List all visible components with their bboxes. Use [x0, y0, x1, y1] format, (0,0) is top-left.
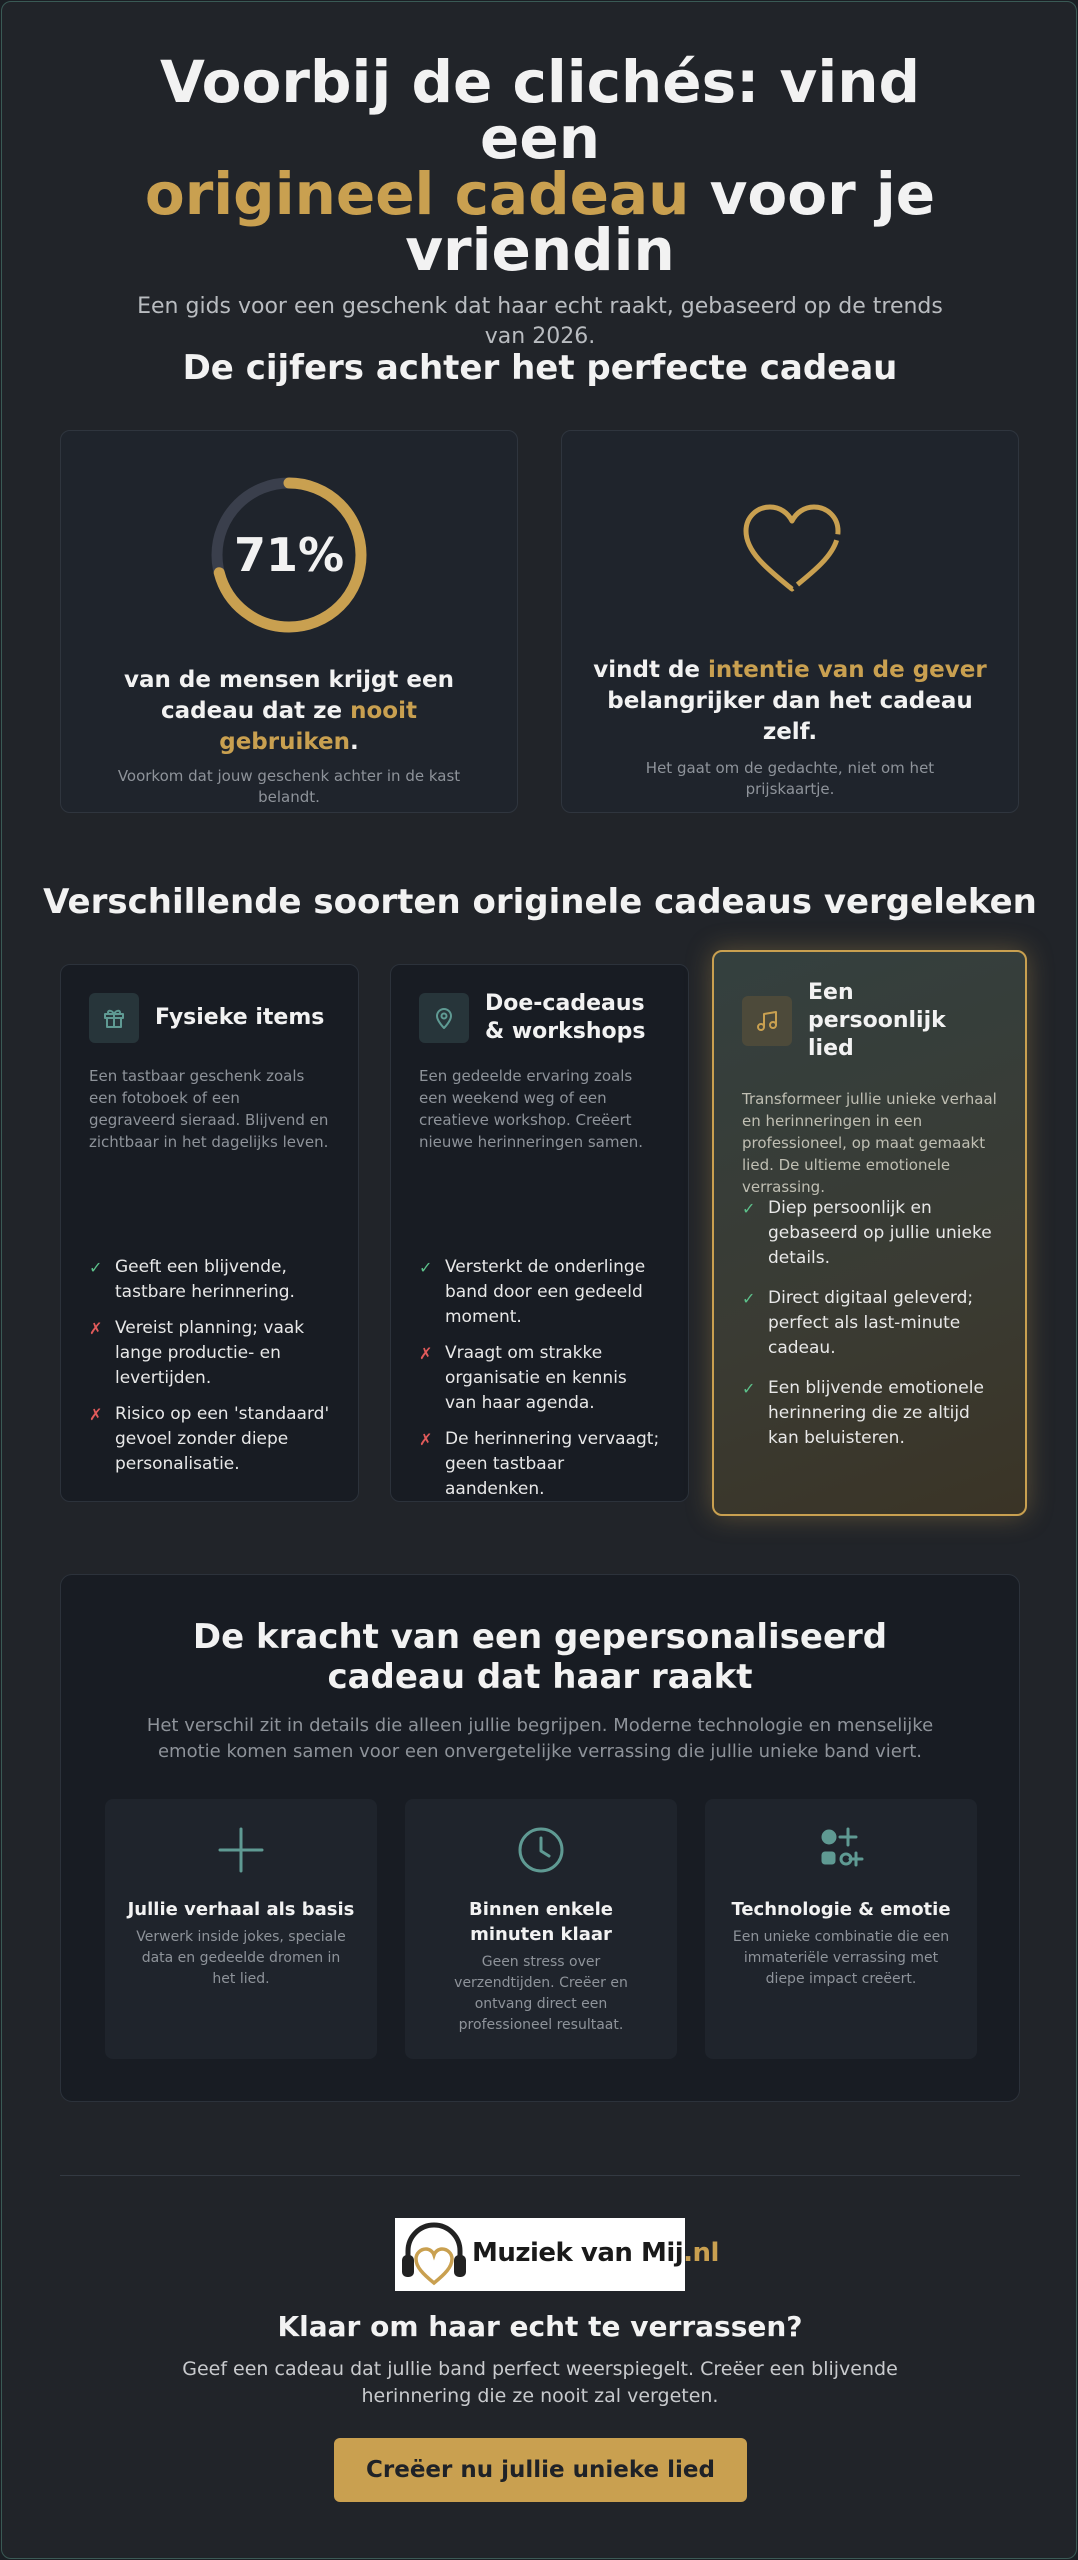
- stat-main-text: [590, 655, 990, 748]
- section-title: De kracht van een gepersonaliseerd cadeau dat haar raakt: [192, 1617, 888, 1697]
- pros-cons-list: [419, 1255, 660, 1502]
- stat-text-highlight: nooit gebruiken: [219, 698, 417, 755]
- card-title: Doe-cadeaus & workshops: [485, 991, 646, 1044]
- stat-text-highlight: intentie van de gever: [708, 657, 987, 683]
- title-part-2: voor je vriendin: [405, 160, 936, 284]
- card-header: [419, 991, 660, 1045]
- point-text: Geeft een blijvende, tastbare herinnering.: [115, 1257, 295, 1302]
- point-text: Direct digitaal geleverd; perfect als last-minute cadeau.: [768, 1288, 974, 1358]
- feature-card-fast: [405, 1799, 677, 2059]
- list-item: [89, 1402, 330, 1477]
- check-icon: ✓: [742, 1379, 756, 1398]
- cross-icon: ✗: [89, 1319, 103, 1338]
- feature-title: Binnen enkele minuten klaar: [469, 1899, 613, 1945]
- list-item: [742, 1376, 997, 1451]
- section-lead: Het verschil zit in details die alleen jullie begrijpen. Moderne technologie en menselijke emotie komen samen voor een onvergetelijke verrassing die jullie unieke band viert.: [146, 1715, 934, 1762]
- feature-card-technology: [705, 1799, 977, 2059]
- stat-percent: 71%: [233, 528, 345, 582]
- cross-icon: ✗: [419, 1430, 433, 1449]
- feature-title: Technologie & emotie: [731, 1899, 951, 1920]
- feature-title: Jullie verhaal als basis: [127, 1899, 355, 1920]
- feature-text: Geen stress over verzendtijden. Creëer en ontvang direct een professioneel resultaat.: [454, 1954, 628, 2033]
- page-title: [90, 48, 990, 284]
- title-highlight: origineel cadeau: [144, 160, 690, 228]
- list-item: [742, 1196, 997, 1271]
- headphones-heart-icon: [399, 2221, 469, 2289]
- card-title: Een persoonlijk lied: [808, 980, 946, 1061]
- list-item: [89, 1316, 330, 1391]
- section-divider: [60, 2175, 1020, 2176]
- clock-icon: [516, 1825, 566, 1875]
- stat-main-text: [89, 665, 489, 758]
- page-subtitle: Een gids voor een geschenk dat haar echt raakt, gebaseerd op de trends van 2026.: [137, 294, 943, 349]
- shapes-icon: [816, 1825, 866, 1875]
- feature-card-story: [105, 1799, 377, 2059]
- stat-note: Het gaat om de gedachte, niet om het prijskaartje.: [645, 759, 935, 798]
- stat-text-before: van de mensen krijgt een cadeau dat ze: [123, 667, 455, 724]
- comparison-card-personal-song: [712, 950, 1027, 1516]
- stat-card-unused-gifts: [60, 430, 518, 813]
- stat-note: Voorkom dat jouw geschenk achter in de kast belandt.: [117, 767, 461, 806]
- point-text: Een blijvende emotionele herinnering die ze altijd kan beluisteren.: [768, 1378, 984, 1448]
- card-title: Fysieke items: [155, 1005, 325, 1030]
- page-container: [1, 1, 1077, 2559]
- point-text: Versterkt de onderlinge band door een gedeeld moment.: [445, 1257, 646, 1327]
- comparison-section-title: Verschillende soorten originele cadeaus vergeleken: [43, 882, 1037, 922]
- check-icon: ✓: [89, 1258, 103, 1277]
- list-item: [419, 1255, 660, 1330]
- point-text: Vereist planning; vaak lange productie- en levertijden.: [115, 1318, 305, 1388]
- check-icon: ✓: [742, 1199, 756, 1218]
- list-item: [742, 1286, 997, 1361]
- card-description: Transformeer jullie unieke verhaal en herinneringen in een professioneel, op maat gemaakt lied. De ultieme emotionele verrassing.: [742, 1090, 997, 1196]
- plus-icon: [216, 1825, 266, 1875]
- stat-text-before: vindt de: [593, 657, 701, 683]
- logo-text-suffix: .nl: [683, 2238, 719, 2268]
- cross-icon: ✗: [89, 1405, 103, 1424]
- feature-text: Een unieke combinatie die een immateriële verrassing met diepe impact creëert.: [732, 1929, 950, 1987]
- muziek-van-mij-logo[interactable]: [395, 2218, 719, 2291]
- cta-subtitle-wrap: [2, 2356, 1078, 2410]
- stat-text-after: .: [350, 729, 359, 755]
- title-part-1: Voorbij de clichés: vind een: [159, 48, 921, 172]
- card-description: Een gedeelde ervaring zoals een weekend weg of een creatieve workshop. Creëert nieuwe herinneringen samen.: [419, 1067, 643, 1151]
- point-text: Diep persoonlijk en gebaseerd op jullie unieke details.: [768, 1198, 992, 1268]
- list-item: [89, 1255, 330, 1305]
- check-icon: ✓: [419, 1258, 433, 1277]
- cross-icon: ✗: [419, 1344, 433, 1363]
- point-text: Vraagt om strakke organisatie en kennis van haar agenda.: [445, 1343, 627, 1413]
- card-header: [89, 991, 330, 1045]
- create-song-button[interactable]: Creëer nu jullie unieke lied: [334, 2438, 747, 2502]
- point-text: Risico op een 'standaard' gevoel zonder diepe personalisatie.: [115, 1404, 330, 1474]
- list-item: [419, 1427, 660, 1502]
- gift-icon: [89, 993, 139, 1043]
- logo-text-main: Muziek van Mij: [472, 2238, 684, 2268]
- comparison-card-physical: [60, 964, 359, 1502]
- location-pin-icon: [419, 993, 469, 1043]
- card-header: [742, 978, 997, 1064]
- logo-text: [472, 2238, 719, 2268]
- stat-text-after: belangrijker dan het cadeau zelf.: [607, 688, 973, 745]
- personalized-gift-section: [60, 1574, 1020, 2102]
- cta-title: Klaar om haar echt te verrassen?: [277, 2310, 803, 2343]
- list-item: [419, 1341, 660, 1416]
- pros-cons-list: [89, 1255, 330, 1477]
- feature-text: Verwerk inside jokes, speciale data en gedeelde dromen in het lied.: [136, 1929, 346, 1987]
- stats-section-title: De cijfers achter het perfecte cadeau: [182, 348, 898, 388]
- cta-subtitle: Geef een cadeau dat jullie band perfect weerspiegelt. Creëer een blijvende herinnering die ze nooit zal vergeten.: [182, 2358, 898, 2407]
- stat-card-giver-intention: [561, 430, 1019, 813]
- check-icon: ✓: [742, 1289, 756, 1308]
- music-note-icon: [742, 996, 792, 1046]
- hero-section: [2, 48, 1078, 352]
- comparison-card-experiences: [390, 964, 689, 1502]
- point-text: De herinnering vervaagt; geen tastbaar aandenken.: [445, 1429, 660, 1499]
- pros-cons-list: [742, 1196, 997, 1451]
- heart-icon: [740, 501, 844, 597]
- card-description: Een tastbaar geschenk zoals een fotoboek of een gegraveerd sieraad. Blijvend en zichtbaar in het dagelijks leven.: [89, 1067, 329, 1151]
